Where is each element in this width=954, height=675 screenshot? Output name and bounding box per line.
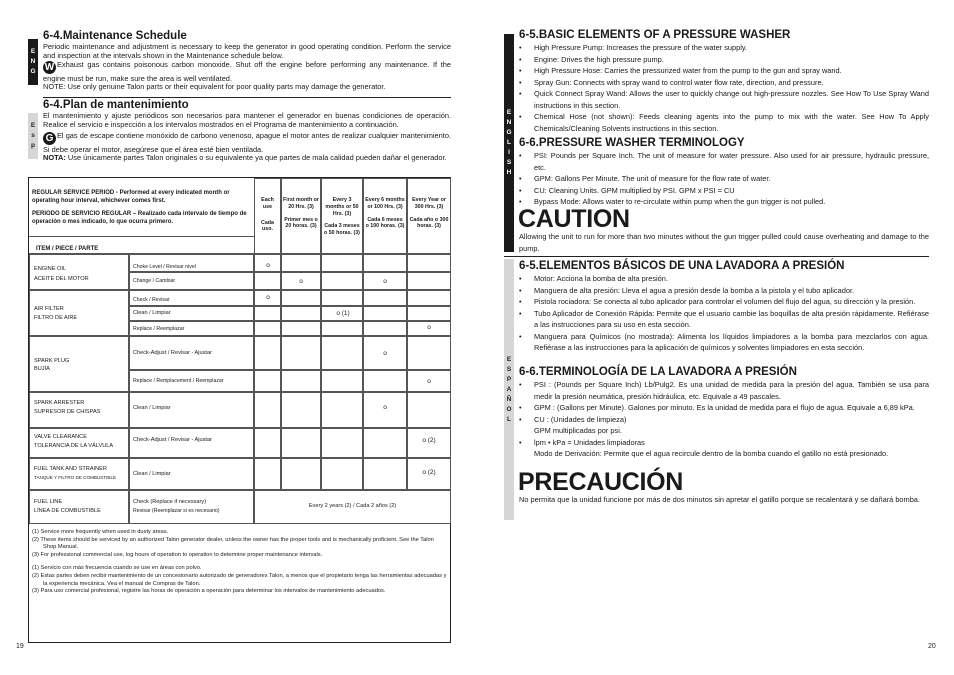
table-row-action: Clean / Limpiar [129, 392, 254, 428]
table-row-action: Check-Adjust / Revisar - Ajustar [129, 336, 254, 370]
precaucion-heading: PRECAUCIÓN [518, 468, 684, 496]
list-item: • Tubo Aplicador de Conexión Rápida: Permite que el usuario cambie las boquillas de alta presión rápidamente. Refiérase a las instrucciones para su uso en esta sección. [519, 308, 929, 331]
interval-mark: o [383, 350, 387, 357]
table-row-item: ENGINE OIL ACEITE DEL MOTOR [29, 254, 129, 290]
precaucion-text: No permita que la unidad funcione por más de dos minutos sin apretar el gatillo porque se recalentará y se dañará bomba. [519, 495, 920, 504]
language-tab-espanol: E s p [28, 113, 38, 159]
maintenance-table [28, 177, 451, 643]
maintenance-intro-es: El mantenimiento y ajuste periódicos son necesarios para mantener el generador en buenas condiciones de operación. Realice el servicio e inspección a los intervalos mostrados en el Programa de mantenimiento a continuación. [43, 111, 451, 130]
column-header-each-use: Each use Cada uso. [254, 178, 281, 254]
list-item: • Bypass Mode: Allows water to re-circulate within pump when the gun trigger is not pulled. [519, 196, 929, 208]
list-item: • High Pressure Hose: Carries the pressurized water from the pump to the gun and spray wand. [519, 65, 929, 77]
list-item: • CU : (Unidades de limpieza) GPM multiplicadas por psi. [519, 414, 929, 437]
warning-icon: W [44, 62, 55, 73]
list-item: • Chemical Hose (not shown): Feeds cleaning agents into the pump to mix with the water. See How To Apply Chemicals/Cleaning Solvents instructions in this section. [519, 111, 929, 134]
interval-mark: o (2) [422, 469, 436, 476]
interval-mark: o (2) [422, 437, 436, 444]
table-row-action: Check / Revisar [129, 290, 254, 306]
page-number-right: 20 [928, 643, 936, 650]
table-row-action: Check (Replace if necessary) Revisar (Reemplazar si es necesario) [129, 490, 254, 524]
warning-paragraph-en: W Exhaust gas contains poisonous carbon monoxide. Shut off the engine before performing any maintenance. If the engine must be run, make sure the area is well ventilated. [43, 60, 451, 83]
caution-heading: CAUTION [518, 205, 630, 233]
list-item: • Engine: Drives the high pressure pump. [519, 54, 929, 66]
interval-mark: o [266, 294, 270, 301]
table-row-action: Replace / Reemplazar [129, 321, 254, 336]
table-row-action: Check-Adjust / Revisar - Ajustar [129, 428, 254, 458]
table-row-action: Replace / Remplacement / Reemplazar [129, 370, 254, 392]
language-tab-espanol: E S P A Ñ O L [504, 259, 514, 520]
list-item: • Motor: Acciona la bomba de alta presión. [519, 273, 929, 285]
basic-elements-title-es: 6-5.ELEMENTOS BÁSICOS DE UNA LAVADORA A PRESIÓN [519, 260, 845, 272]
language-tab-english: E N G [28, 39, 38, 85]
table-row-action: Change / Cambiar [129, 272, 254, 290]
interval-mark: o [427, 324, 431, 331]
table-row-item: FUEL LINE LÍNEA DE COMBUSTIBLE [29, 490, 129, 524]
list-item: • GPM: Gallons Per Minute. The unit of measure for the flow rate of water. [519, 173, 929, 185]
interval-mark: o [383, 278, 387, 285]
maintenance-intro-en: Periodic maintenance and adjustment is necessary to keep the generator in good operating condition. Perform the service and inspection at the intervals shown in the Maintenance schedule below. [43, 42, 451, 61]
note-es: NOTA: Use únicamente partes Talon originales o su equivalente ya que partes de mala calidad pueden dañar el generador. [43, 153, 447, 162]
page-number-left: 19 [16, 643, 24, 650]
terminology-title-en: 6-6.PRESSURE WASHER TERMINOLOGY [519, 137, 745, 149]
warning-icon: G [43, 132, 56, 145]
table-row-item: SPARK PLUG BUJÍA [29, 336, 129, 392]
table-row-item: VALVE CLEARANCE TOLERANCIA DE LA VÁLVULA [29, 428, 129, 458]
list-item: • Manguera de alta presión: Lleva el agua a presión desde la bomba a la pistola y el tubo aplicador. [519, 285, 929, 297]
basic-elements-title-en: 6-5.BASIC ELEMENTS OF A PRESSURE WASHER [519, 29, 791, 41]
list-item: • lpm • kPa = Unidades limpiadoras Modo de Derivación: Permite que el agua recircule dentro de la bomba cuando el gatillo no está presionado. [519, 437, 929, 460]
note-en: NOTE: Use only genuine Talon parts or their equivalent for poor quality parts may damage the generator. [43, 82, 386, 91]
section-divider [43, 97, 451, 98]
table-row-item: SPARK ARRESTER SUPRESOR DE CHISPAS [29, 392, 129, 428]
item-column-header: ITEM / PIECE / PARTE [29, 236, 254, 254]
terminology-title-es: 6-6.TERMINOLOGÍA DE LA LAVADORA A PRESIÓN [519, 366, 797, 378]
list-item: • CU: Cleaning Units. GPM multiplied by PSI. GPM x PSI = CU [519, 185, 929, 197]
caution-text: Allowing the unit to run for more than two minutes without the gun trigger pulled could cause overheating and damage to the pump. [519, 232, 929, 253]
table-row-action: Choke Level / Revisar nivel [129, 254, 254, 272]
list-item: • PSI : (Pounds per Square Inch) Lb/Pulg2. Es una unidad de medida para la presión del agua. También se usa para medir la presión neumática, presión hidráulica, etc. Equivale a 49 pascales. [519, 379, 929, 402]
interval-mark: o [266, 262, 270, 269]
interval-mark: o [427, 378, 431, 385]
interval-mark: o (1) [336, 310, 350, 317]
basic-elements-list-en [519, 42, 929, 134]
terminology-list-en [519, 150, 929, 208]
list-item: • High Pressure Pump: Increases the pressure of the water supply. [519, 42, 929, 54]
list-item: • Quick Connect Spray Wand: Allows the user to quickly change out high-pressure nozzles. See How To Use Spray Wand instructions in this section. [519, 88, 929, 111]
list-item: • GPM : (Gallons per Minute). Galones por minuto. Es la unidad de medida para el flujo de agua. Equivale a 6,89 kPa. [519, 402, 929, 414]
warning-paragraph-es: G El gas de escape contiene monóxido de carbono venenoso, apague el motor antes de realizar cualquier mantenimiento. Si debe operar el motor, asegúrese que el área esté bien ventilada. [43, 131, 451, 154]
table-row-action: Clean / Limpiar [129, 458, 254, 490]
interval-mark: o [383, 404, 387, 411]
basic-elements-list-es [519, 273, 929, 354]
terminology-list-es [519, 379, 929, 460]
table-row-action: Clean / Limpiar [129, 306, 254, 321]
column-header-3-months: Every 3 months or 50 Hrs. (3) Cada 3 meses o 50 horas. (3) [321, 178, 363, 254]
table-row-item: FUEL TANK AND STRAINER TANQUE Y FILTRO DE COMBUSTIBLE [29, 458, 129, 490]
column-header-first-month: First month or 20 Hrs. (3) Primer mes o 20 horas. (3) [281, 178, 321, 254]
list-item: • Pistola rociadora: Se conecta al tubo aplicador para controlar el volumen del flujo del agua, su dirección y la presión. [519, 296, 929, 308]
column-header-6-months: Every 6 months or 100 Hrs. (3) Cada 6 meses o 100 horas. (3) [363, 178, 407, 254]
table-row-item: AIR FILTER FILTRO DE AIRE [29, 290, 129, 336]
language-tab-english: E N G L I S H [504, 34, 514, 252]
table-footnotes: (1) Service more frequently when used in dusty areas. (2) These items should be serviced by an authorized Talon generator dealer, unless the owner has the proper tools and is mechanically proficient. See the Talon Shop Manual. (3) For professional commercial use, log hours of operation to operation to determine proper maintenance intervals. (1) Servicio con más frecuencia cuando se use en áreas con polvo. (2) Estas partes deben recibir mantenimiento de un concesionario autorizado de generadores Talon, a menos que el propietario tenga las herramientas adecuadas y la experiencia mecánica. Vea el manual de Compras de Talon. (3) Para uso comercial profesional, registre las horas de operación a operación para determinar los intervalos de mantenimiento adecuados. [32, 529, 447, 595]
service-period-header: REGULAR SERVICE PERIOD - Performed at every indicated month or operating hour interval, whichever comes first. PERIODO DE SERVICIO REGULAR – Realizado cada intervalo de tiempo de operación o mes indicado, lo que ocurra primero. [32, 190, 247, 225]
fuel-line-interval: Every 2 years (2) / Cada 2 años (2) [254, 490, 451, 524]
list-item: • PSI: Pounds per Square Inch. The unit of measure for water pressure. Also used for air pressure, hydraulic pressure, etc. [519, 150, 929, 173]
maintenance-schedule-title-es: 6-4.Plan de mantenimiento [43, 99, 189, 111]
interval-mark: o [299, 278, 303, 285]
section-divider [504, 256, 929, 257]
maintenance-schedule-title-en: 6-4.Maintenance Schedule [43, 30, 187, 42]
list-item: • Spray Gun: Connects with spray wand to control water flow rate, direction, and pressure. [519, 77, 929, 89]
column-header-every-year: Every Year or 300 Hrs. (3) Cada año o 300 horas. (3) [407, 178, 451, 254]
list-item: • Manguera para Químicos (no mostrada): Alimenta los líquidos limpiadores a la bomba para mezclarlos con agua. Refiérase a las instrucciones para la aplicación de químicos y solventes limpiadores en esta sección. [519, 331, 929, 354]
